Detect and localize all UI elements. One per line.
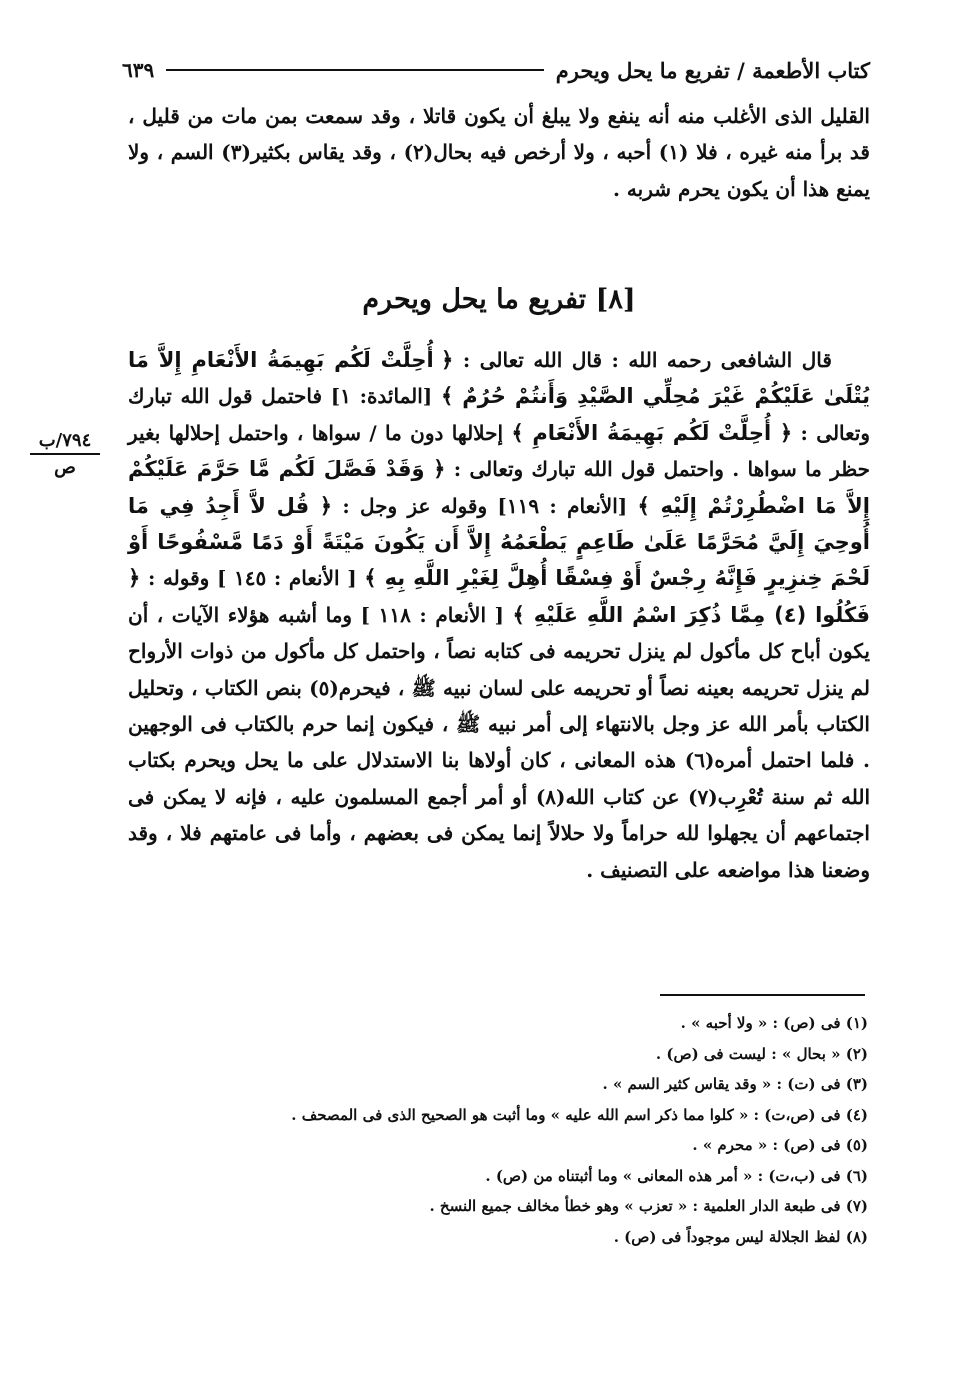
quran-verse: ﴿ قُل لاَّ أَجِدُ فِي مَا أُوحِيَ إِلَيَّ مُحَرَّمًا عَلَىٰ طَاعِمٍ يَطْعَمُهُ إِلاَّ أَن يَكُونَ مَيْتَةً أَوْ دَمًا مَّسْفُوحًا أَوْ لَحْمَ خِنزِيرٍ فَإِنَّهُ رِجْسٌ أَوْ فِسْقًا أُهِلَّ لِغَيْرِ اللَّهِ بِهِ ﴾ <box>128 493 870 591</box>
body-text: [الأنعام : ١١٩] وقوله عز وجل : <box>332 493 638 518</box>
header-rule <box>166 69 544 71</box>
footnote: (٧) فى طبعة الدار العلمية : « تعزب » وهو خطأ مخالف جميع النسخ . <box>429 1197 868 1215</box>
section-heading: [٨] تفريع ما يحل ويحرم <box>362 284 636 315</box>
quran-verse: ﴿ وَقَدْ فَصَّلَ لَكُم مَّا حَرَّمَ عَلَيْكُمْ إِلاَّ مَا اضْطُرِرْتُمْ إِلَيْهِ ﴾ <box>128 457 870 518</box>
footnote: (٣) فى (ت) : « وقد يقاس كثير السم » . <box>602 1075 868 1093</box>
quran-verse: ﴿ فَكُلُوا (٤) مِمَّا ذُكِرَ اسْمُ اللَّهِ عَلَيْهِ ﴾ <box>128 566 870 627</box>
footnote: (١) فى (ص) : « ولا أحبه » . <box>680 1014 868 1032</box>
footnote-separator <box>660 994 865 996</box>
quran-verse: ﴿ أُحِلَّتْ لَكُم بَهِيمَةُ الأَنْعَامِ إِلاَّ مَا يُتْلَىٰ عَلَيْكُمْ غَيْرَ مُحِلِّي الصَّيْدِ وَأَنتُمْ حُرُمٌ ﴾ <box>128 348 871 409</box>
body-text: [ الأنعام : ١٤٥ ] وقوله : <box>140 566 365 591</box>
body-paragraph <box>128 342 870 888</box>
folio-reference: ٧٩٤/ب <box>38 430 92 451</box>
footnotes <box>200 1008 868 1252</box>
margin-rule <box>30 453 100 455</box>
continuation-paragraph: القليل الذى الأغلب منه أنه ينفع ولا يبلغ أن يكون قاتلا ، وقد سمعت بمن مات من قليل ، قد برأ منه غيره ، فلا (١) أحبه ، ولا أرخص فيه بحال(٢) ، وقد يقاس بكثير(٣) السم ، ولا يمنع هذا أن يكون يحرم شربه . <box>128 104 870 201</box>
manuscript-siglum: ص <box>54 456 76 478</box>
margin-folio-note <box>22 430 108 478</box>
footnote: (٢) « بحال » : ليست فى (ص) . <box>655 1044 868 1063</box>
running-title: كتاب الأطعمة / تفريع ما يحل ويحرم <box>555 57 870 83</box>
body-text: [المائدة: ١] فاحتمل قول الله تبارك وتعالى : <box>128 384 870 445</box>
body-text: إحلالها دون ما / سواها ، واحتمل إحلالها بغير حظر ما سواها . واحتمل قول الله تبارك وتعالى : <box>128 420 870 482</box>
quran-verse: ﴿ أُحِلَّتْ لَكُم بَهِيمَةُ الأَنْعَامِ ﴾ <box>511 420 793 445</box>
page-header <box>122 52 870 88</box>
body-text: رحمه الله : قال الله تعالى : <box>453 348 721 372</box>
footnote: (٥) فى (ص) : « محرم » . <box>692 1136 868 1154</box>
footnote: (٦) فى (ب،ت) : « أمر هذه المعانى » وما أثبتناه من (ص) . <box>485 1166 868 1185</box>
body-text: [ الأنعام : ١١٨ ] وما أشبه هؤلاء الآيات ، أن يكون أباح كل مأكول لم ينزل تحريمه فى كتابه نصاً ، واحتمل كل مأكول من ذوات الأرواح لم ينزل تحريمه بعينه نصاً أو تحريمه على لسان نبيه ﷺ ، فيحرم(٥) بنص الكتاب ، وتحليل الكتاب بأمر الله عز وجل بالانتهاء إلى أمر نبيه ﷺ ، فيكون إنما حرم بالكتاب فى الوجهين . فلما احتمل أمره(٦) هذه المعانى ، كان أولاها بنا الاستدلال على ما يحل ويحرم بكتاب الله ثم سنة تُعْرِب(٧) عن كتاب الله(٨) أو أمر أجمع المسلمون عليه ، فإنه لا يمكن فى اجتماعهم أن يجهلوا لله حراماً ولا حلالاً إنما يمكن فى بعضهم ، وأما فى عامتهم فلا ، وقد وضعنا هذا مواضعه على التصنيف . <box>128 602 870 882</box>
footnote: (٤) فى (ص،ت) : « كلوا مما ذكر اسم الله عليه » وما أثبت هو الصحيح الذى فى المصحف . <box>291 1105 868 1124</box>
page-number: ٦٣٩ <box>122 58 155 82</box>
footnote: (٨) لفظ الجلالة ليس موجوداً فى (ص) . <box>613 1227 868 1246</box>
speaker-name: قال الشافعى <box>720 348 832 372</box>
